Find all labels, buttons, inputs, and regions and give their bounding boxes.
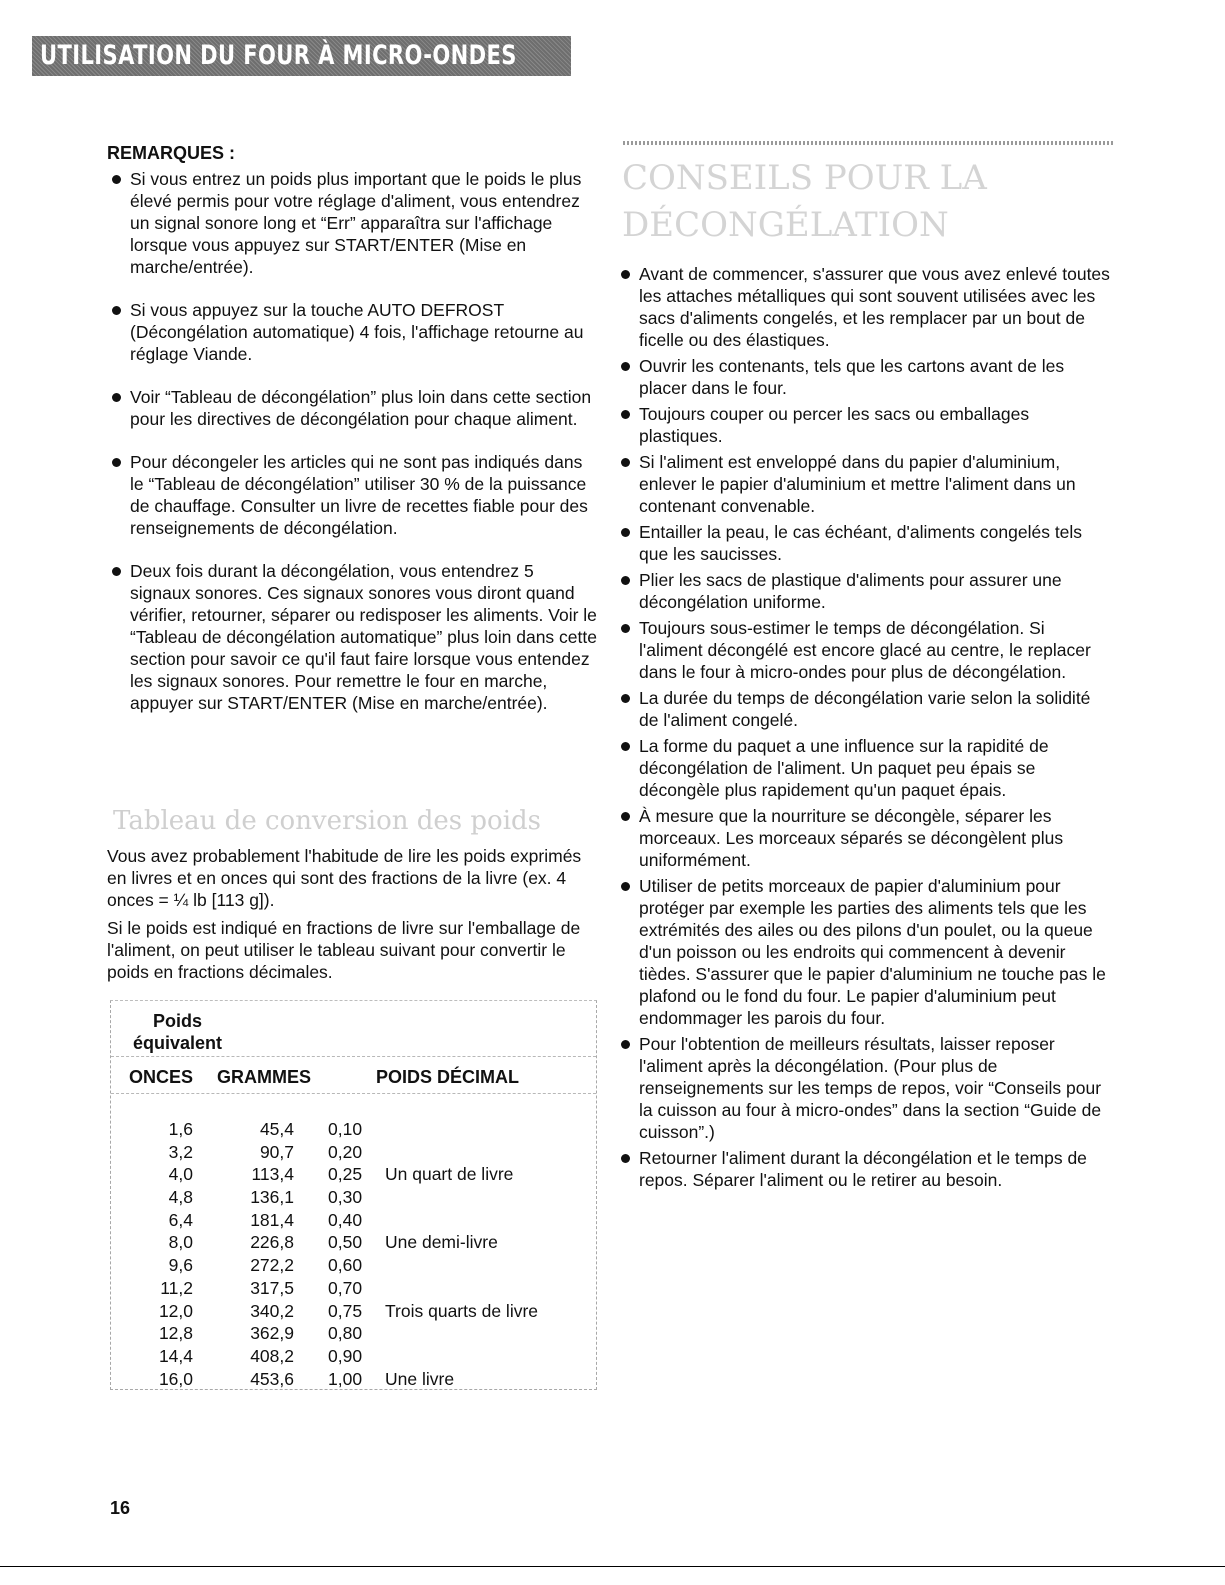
tip-item: Utiliser de petits morceaux de papier d'aluminium pour protéger par exemple les parties des aliments tels que les extrémités des ailes ou des pilons d'un poulet, ou la queue d'un poisson ou les endroits qui commencent à devenir tièdes. S'assurer que le papier d'aluminium ne touche pas le plafond ou le fond du four. Le papier d'aluminium peut endommager les parois du four. [620, 875, 1112, 1029]
cell-decimal: 0,25 [328, 1164, 363, 1185]
table-row [111, 1164, 596, 1187]
cell-grammes: 226,8 [250, 1232, 294, 1253]
table-row [111, 1187, 596, 1210]
header-title: UTILISATION DU FOUR À MICRO-ONDES [40, 40, 517, 71]
section-rule [623, 141, 1113, 145]
tip-item: Ouvrir les contenants, tels que les cartons avant de les placer dans le four. [620, 355, 1112, 399]
remark-item: Deux fois durant la décongélation, vous entendrez 5 signaux sonores. Ces signaux sonores vous diront quand vérifier, retourner, séparer ou redisposer les aliments. Voir le “Tableau de décongélation automatique” plus loin dans cette section pour savoir ce qu'il faut faire lorsque vous entendez les signaux sonores. Pour remettre le four en marche, appuyer sur START/ENTER (Mise en marche/entrée). [111, 560, 597, 714]
remarks-heading: REMARQUES : [107, 143, 236, 163]
cell-equivalent: Un quart de livre [385, 1164, 514, 1185]
remark-item: Si vous entrez un poids plus important que le poids le plus élevé permis pour votre réglage d'aliment, vous entendrez un signal sonore long et “Err” apparaîtra sur l'affichage lorsque vous appuyez sur START/ENTER (Mise en marche/entrée). [111, 168, 597, 278]
defrost-tips-list [620, 263, 1112, 1195]
table-divider [111, 1093, 596, 1094]
cell-onces: 6,4 [168, 1209, 193, 1230]
cell-grammes: 317,5 [250, 1277, 294, 1298]
cell-onces: 4,0 [168, 1164, 193, 1185]
tip-item: La forme du paquet a une influence sur la rapidité de décongélation de l'aliment. Un paquet peu épais se décongèle plus rapidement qu'un paquet épais. [620, 735, 1112, 801]
cell-decimal: 1,00 [328, 1368, 363, 1389]
cell-onces: 12,8 [158, 1323, 193, 1344]
cell-onces: 16,0 [158, 1368, 193, 1389]
page-number: 16 [110, 1498, 131, 1518]
cell-onces: 12,0 [158, 1300, 193, 1321]
header-banner [32, 36, 571, 76]
cell-decimal: 0,10 [328, 1119, 363, 1139]
cell-grammes: 136,1 [250, 1187, 294, 1208]
remark-item: Si vous appuyez sur la touche AUTO DEFROST (Décongélation automatique) 4 fois, l'affichage retourne au réglage Viande. [111, 299, 597, 365]
intro-paragraph: Si le poids est indiqué en fractions de livre sur l'emballage de l'aliment, on peut utiliser le tableau suivant pour convertir le poids en fractions décimales. [107, 918, 581, 982]
col-header-grammes: GRAMMES [217, 1067, 311, 1087]
table-row [111, 1210, 596, 1233]
defrost-tips-title-line1: CONSEILS POUR LA [622, 158, 987, 198]
cell-onces: 9,6 [168, 1255, 193, 1276]
table-row [111, 1232, 596, 1255]
col-header-decimal: POIDS DÉCIMAL [376, 1067, 520, 1087]
cell-grammes: 408,2 [250, 1345, 294, 1366]
cell-decimal: 0,20 [328, 1141, 363, 1162]
cell-grammes: 362,9 [250, 1323, 294, 1344]
tip-item: À mesure que la nourriture se décongèle, séparer les morceaux. Les morceaux séparés se décongèlent plus uniformément. [620, 805, 1112, 871]
cell-equivalent: Trois quarts de livre [385, 1300, 539, 1321]
cell-onces: 4,8 [168, 1187, 193, 1208]
cell-grammes: 181,4 [250, 1209, 294, 1230]
table-body [111, 1119, 596, 1391]
table-row [111, 1301, 596, 1324]
cell-decimal: 0,30 [328, 1187, 363, 1208]
cell-grammes: 453,6 [250, 1368, 294, 1389]
table-row [111, 1255, 596, 1278]
tip-item: Toujours sous-estimer le temps de décongélation. Si l'aliment décongélé est encore glacé au centre, le replacer dans le four à micro-ondes pour plus de décongélation. [620, 617, 1112, 683]
cell-grammes: 90,7 [259, 1141, 294, 1162]
tip-item: Entailler la peau, le cas échéant, d'aliments congelés tels que les saucisses. [620, 521, 1112, 565]
cell-decimal: 0,40 [328, 1209, 363, 1230]
cell-equivalent: Une livre [385, 1368, 455, 1389]
tip-item: Retourner l'aliment durant la décongélation et le temps de repos. Séparer l'aliment ou le retirer au besoin. [620, 1147, 1112, 1191]
equivalent-label-line: Poids [153, 1011, 203, 1031]
equivalent-label [133, 1010, 222, 1054]
cell-grammes: 272,2 [250, 1255, 294, 1276]
equivalent-label-line: équivalent [133, 1033, 223, 1053]
bottom-rule [0, 1566, 1225, 1567]
cell-decimal: 0,90 [328, 1345, 363, 1366]
cell-onces: 11,2 [160, 1277, 193, 1298]
intro-paragraph: Vous avez probablement l'habitude de lire les poids exprimés en livres et en onces qui sont des fractions de la livre (ex. 4 onces = ¼ lb [113 g]). [107, 846, 582, 910]
cell-onces: 14,4 [158, 1345, 193, 1366]
cell-onces: 3,2 [168, 1141, 193, 1162]
cell-decimal: 0,70 [328, 1277, 363, 1298]
table-row [111, 1142, 596, 1165]
weight-table-title: Tableau de conversion des poids [113, 806, 541, 836]
tip-item: La durée du temps de décongélation varie selon la solidité de l'aliment congelé. [620, 687, 1112, 731]
weight-conversion-table [110, 1000, 597, 1390]
cell-onces: 8,0 [168, 1232, 193, 1253]
cell-grammes: 340,2 [250, 1300, 294, 1321]
table-row [111, 1323, 596, 1346]
tip-item: Si l'aliment est enveloppé dans du papier d'aluminium, enlever le papier d'aluminium et mettre l'aliment dans un contenant convenable. [620, 451, 1112, 517]
tip-item: Toujours couper ou percer les sacs ou emballages plastiques. [620, 403, 1112, 447]
table-divider [111, 1056, 596, 1057]
cell-decimal: 0,75 [328, 1300, 363, 1321]
table-row [111, 1346, 596, 1369]
remark-item: Voir “Tableau de décongélation” plus loin dans cette section pour les directives de décongélation pour chaque aliment. [111, 386, 597, 430]
remark-item: Pour décongeler les articles qui ne sont pas indiqués dans le “Tableau de décongélation” utiliser 30 % de la puissance de chauffage. Consulter un livre de recettes fiable pour des renseignements de décongélation. [111, 451, 597, 539]
tip-item: Pour l'obtention de meilleurs résultats, laisser reposer l'aliment après la décongélation. (Pour plus de renseignements sur les temps de repos, voir “Conseils pour la cuisson au four à micro-ondes” dans la section “Guide de cuisson”.) [620, 1033, 1112, 1143]
defrost-tips-title-line2: DÉCONGÉLATION [622, 205, 949, 245]
tip-item: Plier les sacs de plastique d'aliments pour assurer une décongélation uniforme. [620, 569, 1112, 613]
cell-decimal: 0,80 [328, 1323, 363, 1344]
cell-equivalent: Une demi-livre [385, 1232, 498, 1253]
cell-decimal: 0,50 [328, 1232, 363, 1253]
cell-grammes: 113,4 [251, 1164, 294, 1185]
table-row [111, 1278, 596, 1301]
cell-onces: 1,6 [168, 1119, 193, 1139]
col-header-onces: ONCES [129, 1067, 194, 1087]
cell-decimal: 0,60 [328, 1255, 363, 1276]
table-row [111, 1119, 596, 1142]
table-row [111, 1369, 596, 1392]
cell-grammes: 45,4 [259, 1119, 294, 1139]
tip-item: Avant de commencer, s'assurer que vous avez enlevé toutes les attaches métalliques qui sont souvent utilisées avec les sacs d'aliments congelés, et les remplacer par un bout de ficelle ou des élastiques. [620, 263, 1112, 351]
remarks-list [111, 168, 597, 735]
